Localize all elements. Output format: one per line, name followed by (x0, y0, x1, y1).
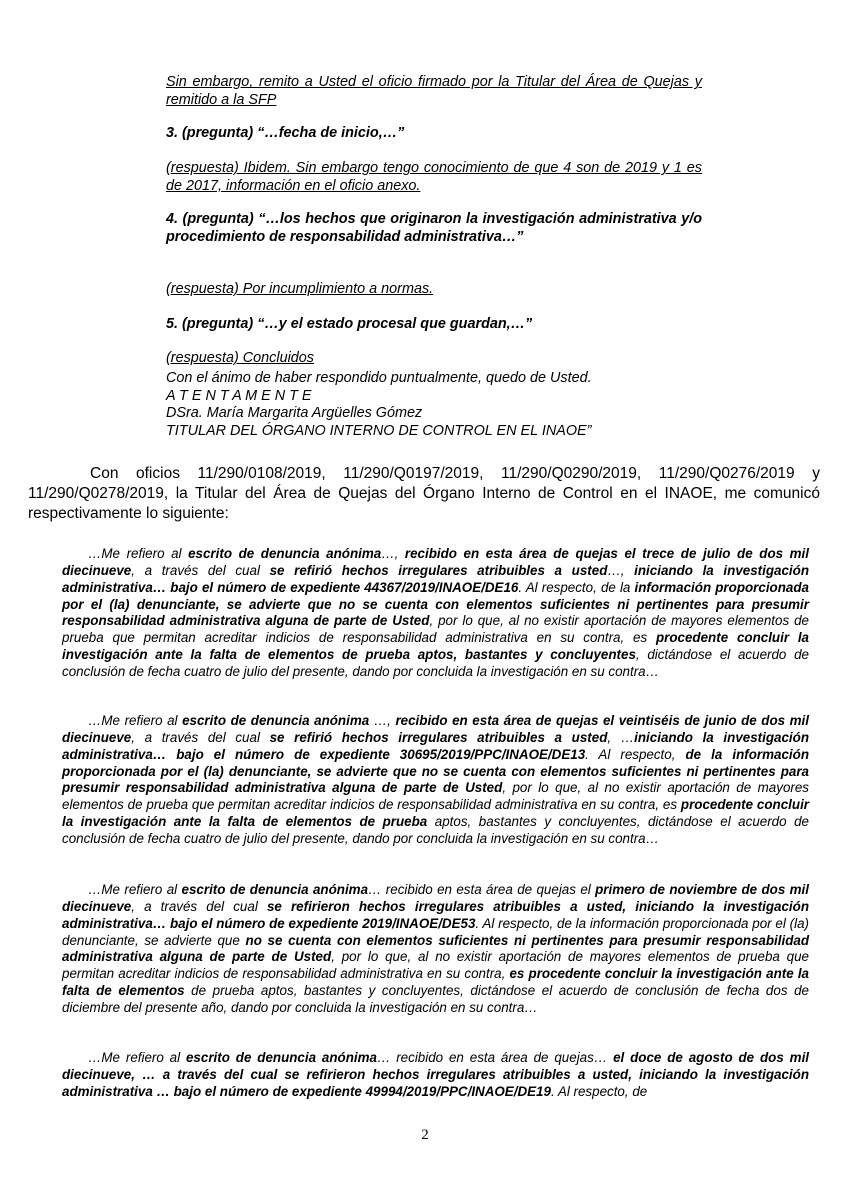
signatory-title: TITULAR DEL ÓRGANO INTERNO DE CONTROL EN EL INAOE” (166, 422, 592, 439)
citation-bold-run: de la información proporcionada por el (la) denunciante, se advierte que no se cuenta con elementos suficientes ni pertinentes para presumir responsabilidad administrativa alguna de parte de Usted (62, 746, 810, 796)
answer-4 (166, 281, 702, 299)
citation-text-run: …Me refiero al (88, 882, 182, 897)
citation-text-run: … recibido en esta área de quejas el (368, 882, 596, 897)
citation-bold-run: escrito de denuncia anónima (185, 1050, 377, 1065)
answer-4-label: (respuesta) (166, 281, 239, 298)
closing-salutation: A T E N T A M E N T E (166, 387, 312, 404)
citation-bold-run: primero de noviembre de dos mil diecinueve (62, 882, 809, 914)
citation-bold-run: es procedente concluir la investigación ante la falta de elementos (62, 966, 809, 999)
citation-text-run: , por lo que, al no existir aportación de mayores elementos de prueba que permitan acreditar indicios de responsabilidad administrativa en su contra, (62, 949, 809, 982)
citation-text-run: …Me refiero al (88, 546, 189, 561)
letter-closing (166, 370, 702, 440)
citation-text-run: …, (381, 546, 405, 561)
answer-3: (respuesta) Ibidem. Sin embargo tengo conocimiento de que 4 son de 2019 y 1 es de 2017, información en el oficio anexo. (166, 160, 702, 194)
citation-text-run: , a través del cual (131, 562, 270, 578)
answer-4-text: Por incumplimiento a normas. (238, 281, 434, 298)
citation-bold-run: escrito de denuncia anónima (181, 882, 369, 897)
citation-text-run: , por lo que, al no existir aportación de mayores elementos de prueba que permitan acreditar indicios de responsabilidad administrativa en su contra, es (62, 780, 809, 813)
citation-text-run: …Me refiero al (88, 1050, 186, 1065)
citation-text-run: …, (369, 713, 396, 728)
citation-text-run: aptos, bastantes y concluyentes, dictándose el acuerdo de conclusión de fecha cuatro de julio del presente, dando por concluida la investigación en su contra… (62, 814, 809, 846)
citation-bold-run: se refirieron hechos irregulares atribuibles a usted, iniciando la investigación administrativa… bajo el número de expediente 2019/INAOE/DE53 (62, 898, 809, 931)
answer-5: (respuesta) Concluidos (166, 350, 314, 367)
citation-bold-run: procedente concluir la investigación ante la falta de elementos de prueba aptos, bastantes y concluyentes (62, 630, 810, 663)
citation-bold-run: iniciando la investigación administrativa… bajo el número de expediente 44367/2019/INAOE/DE16 (62, 562, 809, 595)
question-3: 3. (pregunta) “…fecha de inicio,…” (166, 125, 405, 142)
citation-text-run: . Al respecto, de la (518, 579, 635, 595)
citation-bold-run: se refirió hechos irregulares atribuibles a usted (269, 729, 608, 745)
citation-text-run: , a través del cual (131, 898, 267, 914)
citation-bold-run: recibido en esta área de quejas el trece de julio de dos mil diecinueve (62, 546, 809, 578)
citation-bold-run: escrito de denuncia anónima (182, 713, 370, 728)
citation-block (62, 1050, 809, 1101)
citation-bold-run: el doce de agosto de dos mil diecinueve, … a través del cual se refirieron hechos irregulares atribuibles a usted, iniciando la investigación administrativa … bajo el número de expediente 49994/2019/PPC/INAOE/DE19 (62, 1050, 810, 1099)
citation-text-run: . Al respecto, (585, 746, 686, 762)
citation-bold-run: escrito de denuncia anónima (188, 546, 382, 561)
citation-text-run: , a través del cual (131, 729, 270, 745)
citation-block (62, 713, 809, 848)
citation-text-run: , … (607, 729, 635, 745)
citation-bold-run: información proporcionada por el (la) denunciante, se advierte que no se cuenta con elementos suficientes ni pertinentes para presumir responsabilidad administrativa alguna de parte de Usted (62, 579, 809, 629)
citation-text-run: de prueba aptos, bastantes y concluyentes, dictándose el acuerdo de conclusión de fecha dos de diciembre del presente año, dando por concluida la investigación en su contra… (62, 983, 809, 1015)
citation-bold-run: se refirió hechos irregulares atribuibles a usted (269, 562, 608, 578)
citation-text-run: . Al respecto, de la información proporcionada por el (la) denunciante, se advierte que (62, 915, 809, 948)
citation-text-run: . Al respecto, de (550, 1083, 648, 1099)
citation-bold-run: iniciando la investigación administrativa… bajo el número de expediente 30695/2019/PPC/INAOE/DE13 (62, 729, 809, 762)
citation-block (62, 882, 809, 1017)
citation-text-run: …, (607, 562, 635, 578)
letter-paragraph-remito: Sin embargo, remito a Usted el oficio firmado por la Titular del Área de Quejas y remitido a la SFP (166, 74, 702, 108)
intro-paragraph (28, 464, 820, 523)
signatory-name: DSra. María Margarita Argüelles Gómez (166, 405, 423, 421)
citation-text-run: , por lo que, al no existir aportación de mayores elementos de prueba que permitan acreditar indicios de responsabilidad administrativa en su contra, es (62, 613, 809, 646)
page-number: 2 (421, 1127, 429, 1143)
citation-text-run: …Me refiero al (88, 713, 183, 728)
citation-text-run: , dictándose el acuerdo de conclusión de fecha cuatro de julio del presente, dando por concluida la investigación en su contra… (62, 647, 809, 679)
intro-text: Con oficios 11/290/0108/2019, 11/290/Q0197/2019, 11/290/Q0290/2019, 11/290/Q0276/2019 y 11/290/Q0278/2019, la Titular del Área de Quejas del Órgano Interno de Control en el INAOE, me comunicó respectivamente lo siguiente: (28, 465, 820, 522)
citation-block (62, 546, 809, 681)
question-5: 5. (pregunta) “…y el estado procesal que guardan,…” (166, 316, 533, 333)
citation-bold-run: procedente concluir la investigación ante la falta de elementos de prueba (62, 797, 810, 830)
citation-bold-run: recibido en esta área de quejas el veintiséis de junio de dos mil diecinueve (62, 713, 810, 745)
closing-line: Con el ánimo de haber respondido puntualmente, quedo de Usted. (166, 370, 592, 386)
citation-text-run: … recibido en esta área de quejas… (376, 1050, 614, 1065)
question-4: 4. (pregunta) “…los hechos que originaron la investigación administrativa y/o procedimiento de responsabilidad administrativa…” (166, 211, 702, 245)
citation-bold-run: no se cuenta con elementos suficientes ni pertinentes para presumir responsabilidad administrativa alguna de parte de Usted (62, 932, 809, 965)
